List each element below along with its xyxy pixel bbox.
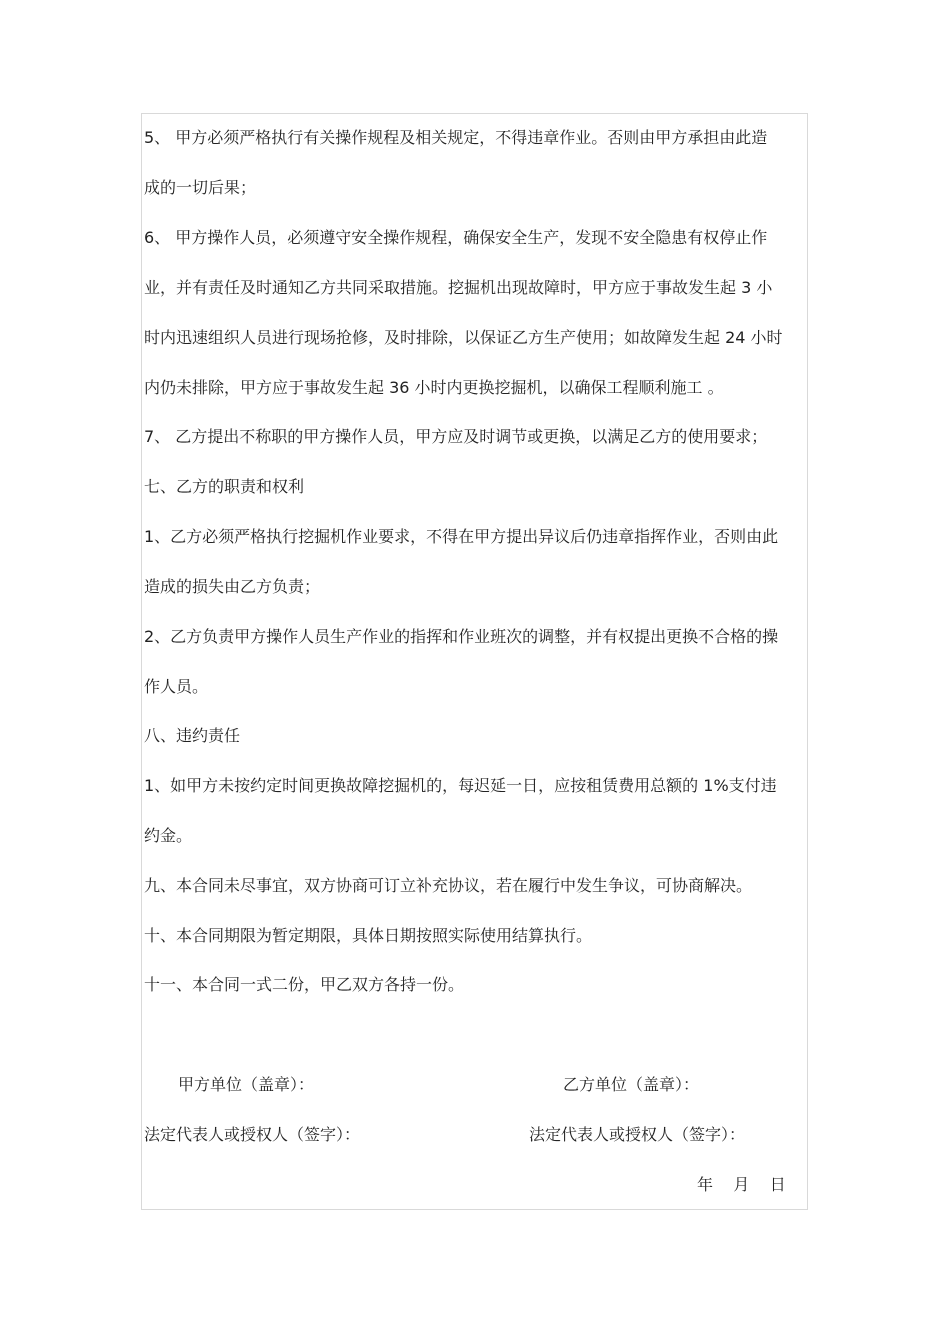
party-b-unit-label: 乙方单位（盖章）： xyxy=(563,1075,700,1094)
section-11-text: 十一、本合同一式二份，甲乙双方各持一份。 xyxy=(144,975,465,994)
party-a-unit-label: 甲方单位（盖章）： xyxy=(178,1075,315,1094)
section-8-heading: 八、违约责任 xyxy=(144,726,241,745)
section-7-clause-1-line-1: 1、乙方必须严格执行挖掘机作业要求，不得在甲方提出异议后仍违章指挥作业，否则由此 xyxy=(144,527,779,546)
party-a-representative-label: 法定代表人或授权人（签字）： xyxy=(144,1125,361,1144)
clause-5-line-1: 5、 甲方必须严格执行有关操作规程及相关规定，不得违章作业。否则由甲方承担由此造 xyxy=(144,128,768,147)
clause-6-line-2: 业，并有责任及时通知乙方共同采取措施。挖掘机出现故障时，甲方应于事故发生起 3 小 xyxy=(144,278,773,297)
section-7-clause-2-line-1: 2、乙方负责甲方操作人员生产作业的指挥和作业班次的调整，并有权提出更换不合格的操 xyxy=(144,627,779,646)
section-7-heading: 七、乙方的职责和权利 xyxy=(144,477,305,496)
date-line: 年 月 日 xyxy=(697,1175,786,1194)
section-8-clause-1-line-2: 约金。 xyxy=(144,826,193,845)
section-7-clause-2-line-2: 作人员。 xyxy=(144,677,209,696)
party-b-representative-label: 法定代表人或授权人（签字）： xyxy=(529,1125,746,1144)
section-7-clause-1-line-2: 造成的损失由乙方负责； xyxy=(144,577,321,596)
section-10-text: 十、本合同期限为暂定期限，具体日期按照实际使用结算执行。 xyxy=(144,926,593,945)
clause-6-line-4: 内仍未排除，甲方应于事故发生起 36 小时内更换挖掘机，以确保工程顺利施工 。 xyxy=(144,378,724,397)
section-8-clause-1-line-1: 1、如甲方未按约定时间更换故障挖掘机的，每迟延一日，应按租赁费用总额的 1%支付违 xyxy=(144,776,777,795)
clause-7-line-1: 7、 乙方提出不称职的甲方操作人员，甲方应及时调节或更换，以满足乙方的使用要求； xyxy=(144,427,768,446)
clause-6-line-3: 时内迅速组织人员进行现场抢修，及时排除，以保证乙方生产使用；如故障发生起 24 小时 xyxy=(144,328,783,347)
clause-6-line-1: 6、 甲方操作人员，必须遵守安全操作规程，确保安全生产，发现不安全隐患有权停止作 xyxy=(144,228,768,247)
section-9-text: 九、本合同未尽事宜，双方协商可订立补充协议，若在履行中发生争议，可协商解决。 xyxy=(144,876,753,895)
clause-5-line-2: 成的一切后果； xyxy=(144,178,257,197)
